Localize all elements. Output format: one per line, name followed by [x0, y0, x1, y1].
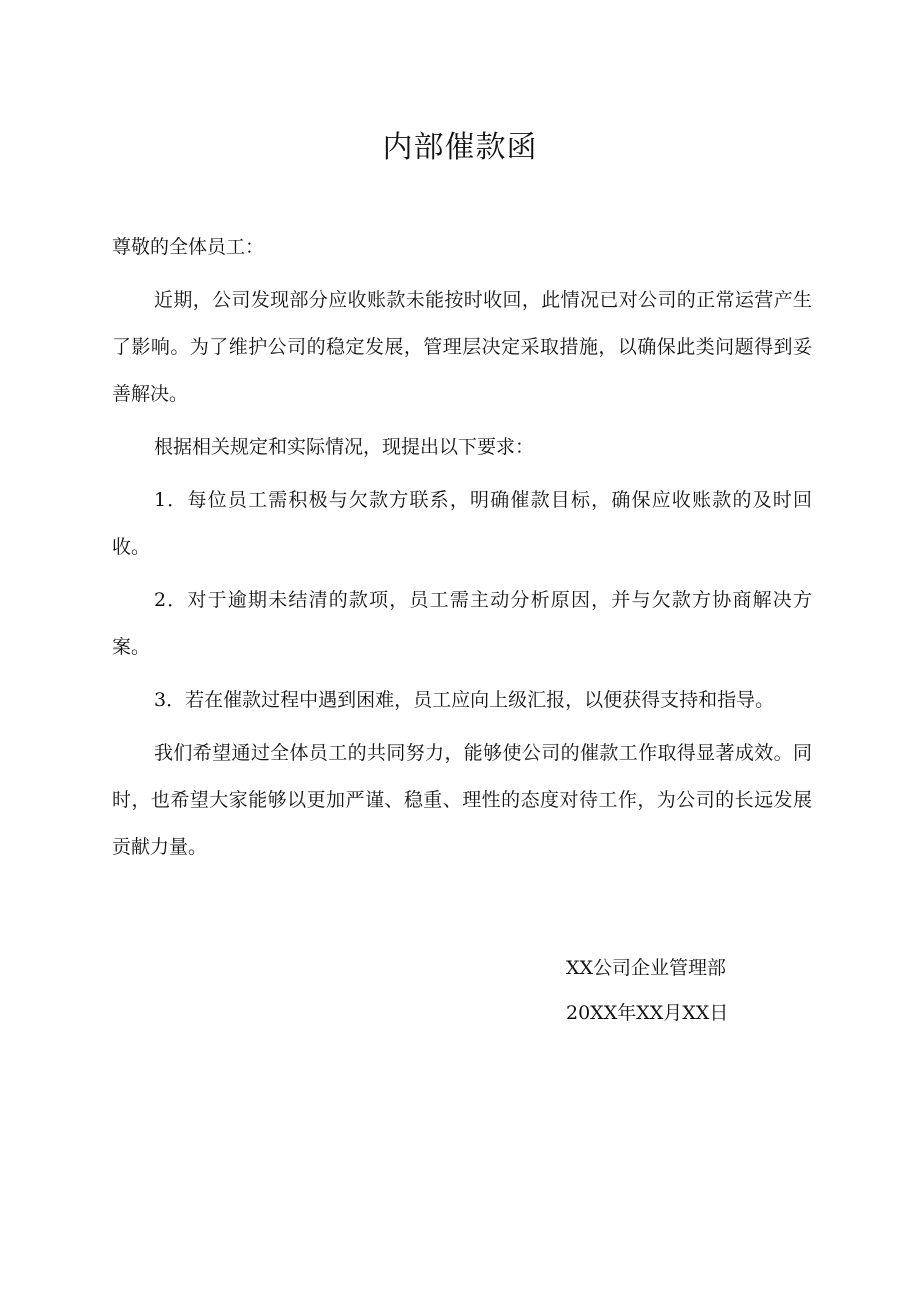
- requirement-item-2: 2．对于逾期未结清的款项，员工需主动分析原因，并与欠款方协商解决方案。: [112, 589, 812, 658]
- paragraph-intro: 近期，公司发现部分应收账款未能按时收回，此情况已对公司的正常运营产生了影响。为了维护公司的稳定发展，管理层决定采取措施，以确保此类问题得到妥善解决。: [112, 289, 812, 405]
- signature-block: [566, 946, 826, 1036]
- salutation: 尊敬的全体员工：: [112, 236, 265, 258]
- letter-body: [112, 224, 812, 877]
- requirement-item-3: 3．若在催款过程中遇到困难，员工应向上级汇报，以便获得支持和指导。: [154, 689, 775, 711]
- document-title: 内部催款函: [382, 130, 538, 165]
- paragraph-closing: 我们希望通过全体员工的共同努力，能够使公司的催款工作取得显著成效。同时，也希望大家能够以更加严谨、稳重、理性的态度对待工作，为公司的长远发展贡献力量。: [112, 742, 812, 858]
- signature-date: 20XX年XX月XX日: [566, 1002, 729, 1024]
- signature-department: XX公司企业管理部: [566, 957, 727, 979]
- requirement-item-1: 1．每位员工需积极与欠款方联系，明确催款目标，确保应收账款的及时回收。: [112, 489, 812, 558]
- paragraph-requirements-lead: 根据相关规定和实际情况，现提出以下要求：: [154, 436, 535, 458]
